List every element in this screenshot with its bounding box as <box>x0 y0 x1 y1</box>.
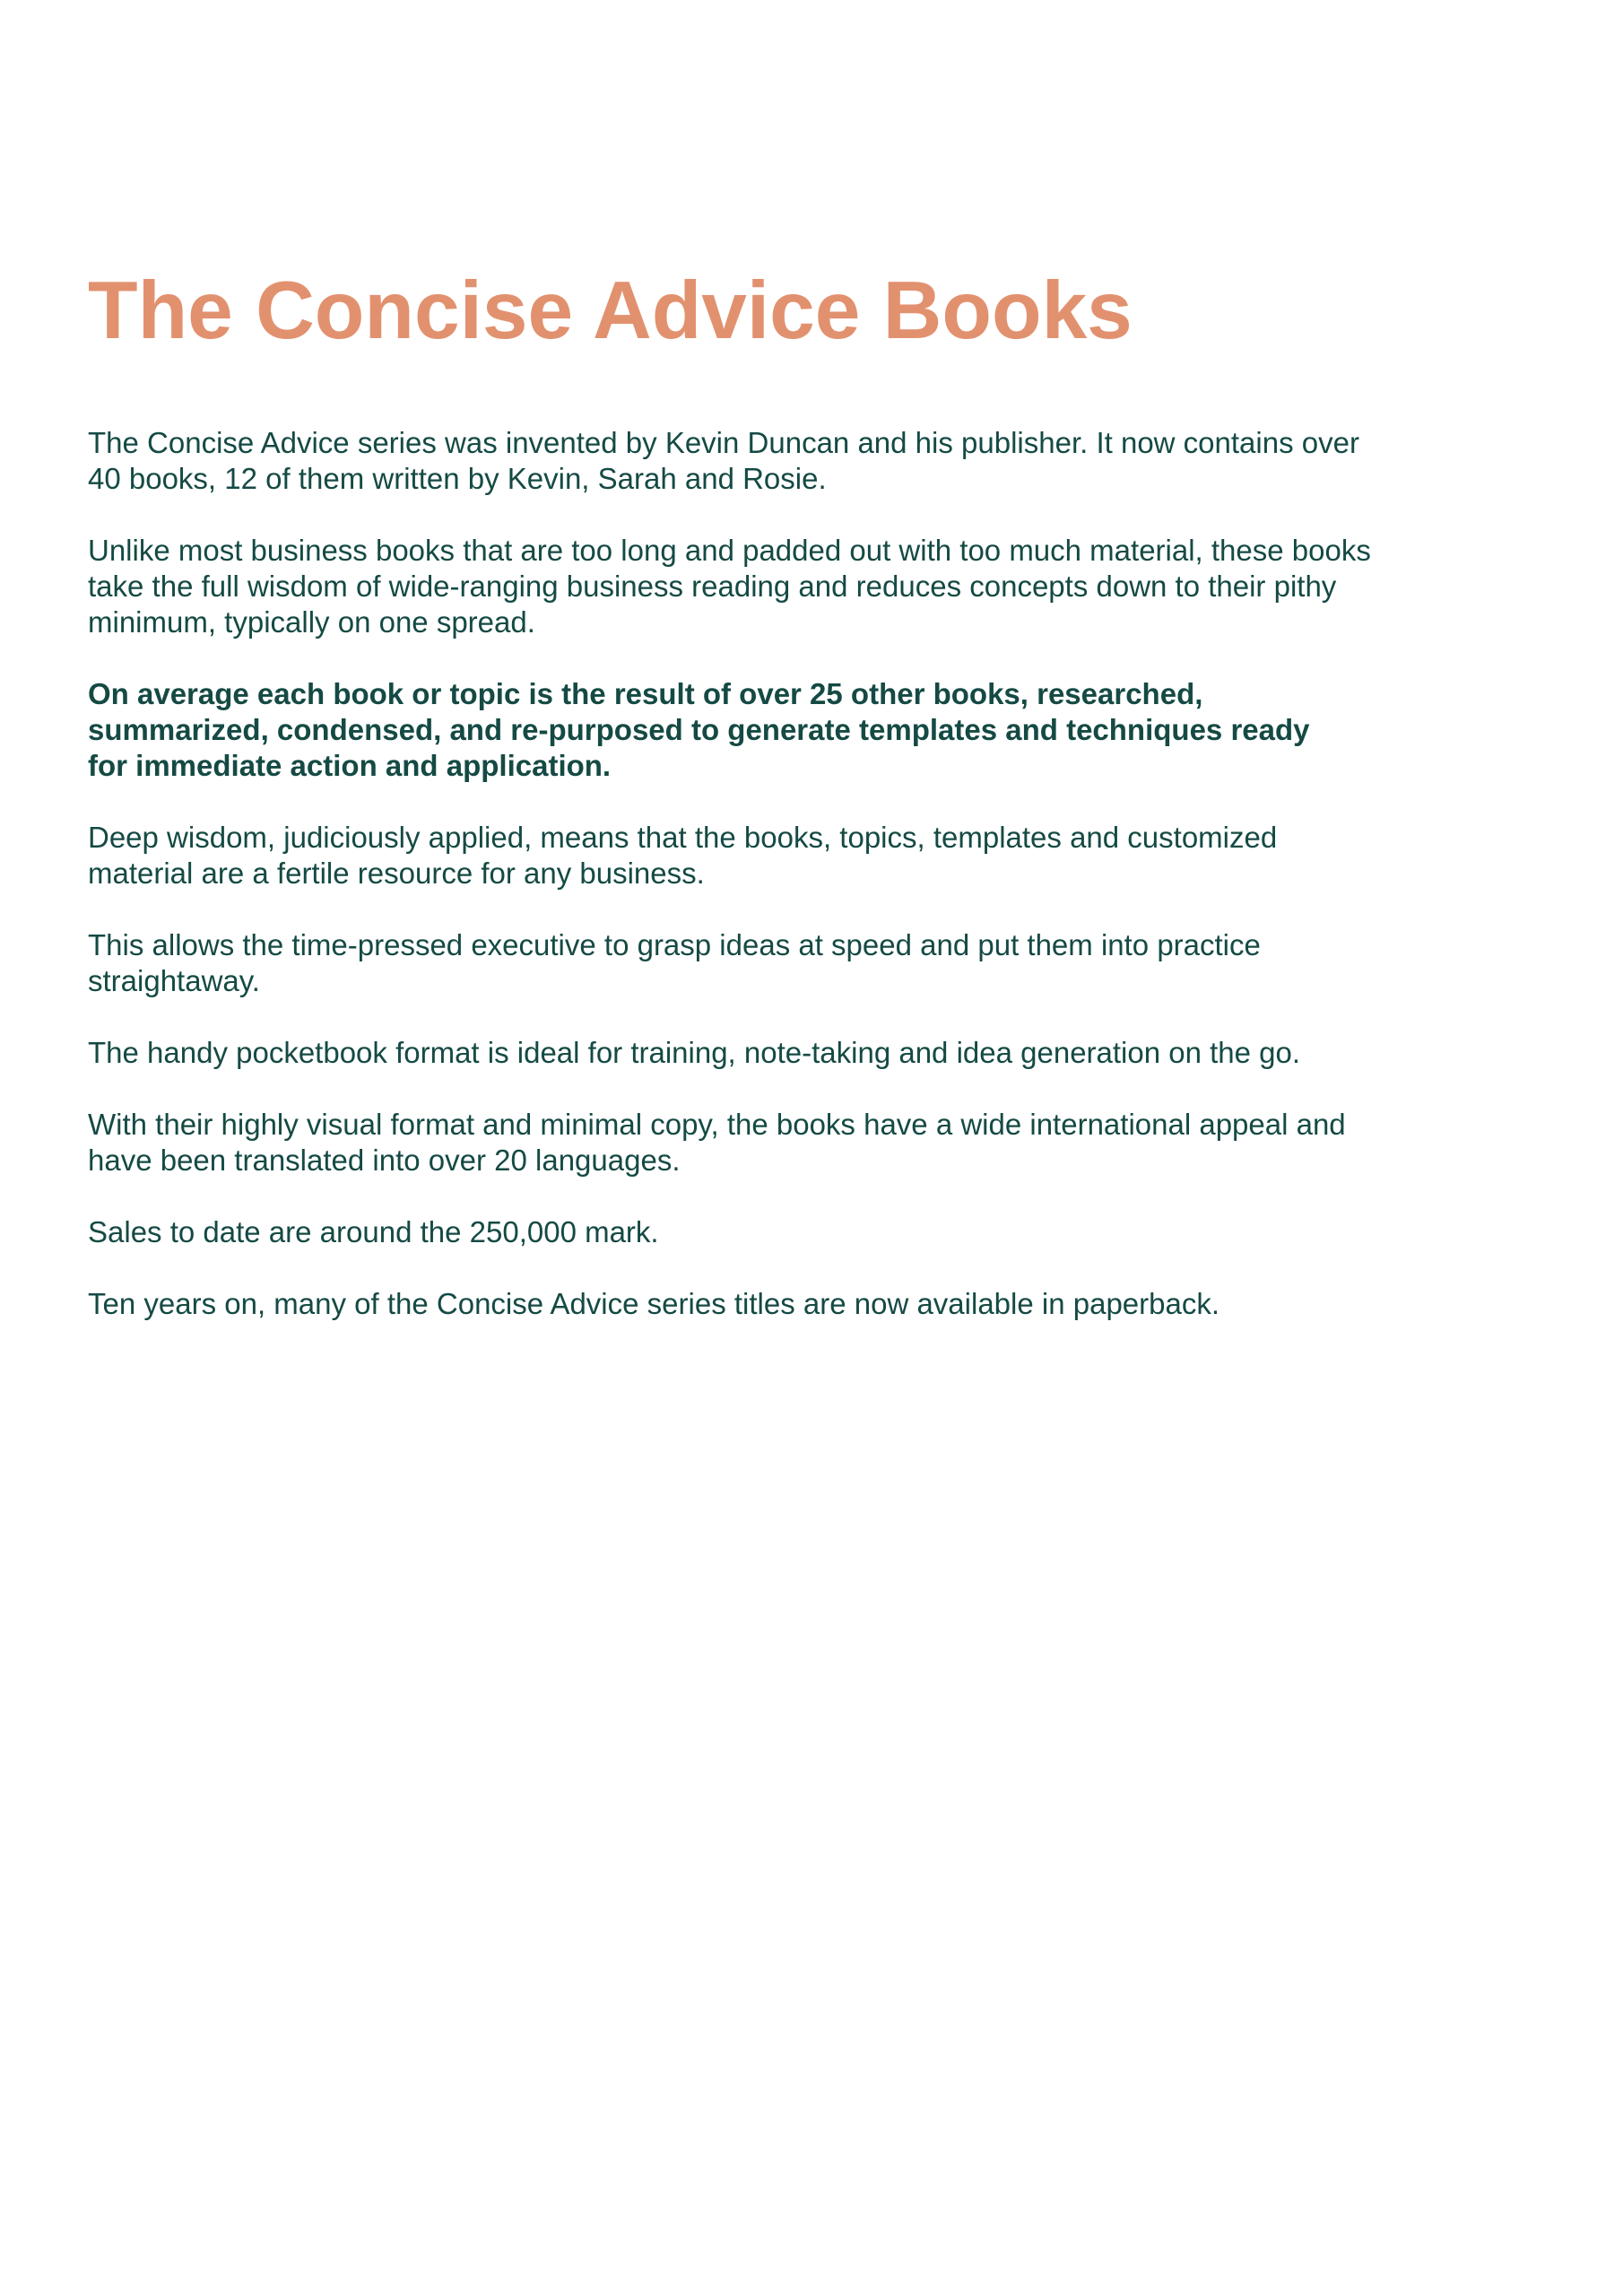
paragraph-line: The handy pocketbook format is ideal for training, note-taking and idea generation on the go. <box>88 1036 1301 1069</box>
paragraph-line: The Concise Advice series was invented by Kevin Duncan and his publisher. It now contains over <box>88 426 1359 459</box>
paragraph-time-pressed <box>88 927 1433 999</box>
page-title: The Concise Advice Books <box>88 265 1133 356</box>
paragraph-paperback <box>88 1286 1433 1322</box>
paragraph-line: On average each book or topic is the result of over 25 other books, researched, <box>88 677 1203 710</box>
paragraph-line: Sales to date are around the 250,000 mark. <box>88 1215 659 1248</box>
paragraph-business-books <box>88 533 1433 640</box>
paragraph-line: 40 books, 12 of them written by Kevin, Sarah and Rosie. <box>88 462 827 495</box>
paragraph-highlight <box>88 676 1433 784</box>
paragraph-line: Unlike most business books that are too long and padded out with too much material, these books <box>88 534 1371 567</box>
paragraph-line: Deep wisdom, judiciously applied, means that the books, topics, templates and customized <box>88 821 1278 854</box>
paragraph-deep-wisdom <box>88 820 1433 891</box>
body-copy <box>88 425 1433 1358</box>
paragraph-pocketbook <box>88 1035 1433 1071</box>
paragraph-line: This allows the time-pressed executive to grasp ideas at speed and put them into practice <box>88 928 1261 961</box>
paragraph-line: Ten years on, many of the Concise Advice series titles are now available in paperback. <box>88 1287 1220 1320</box>
paragraph-international <box>88 1107 1433 1178</box>
paragraph-line: have been translated into over 20 languages. <box>88 1144 681 1177</box>
paragraph-line: With their highly visual format and minimal copy, the books have a wide international appeal and <box>88 1108 1346 1141</box>
paragraph-intro <box>88 425 1433 497</box>
paragraph-line: take the full wisdom of wide-ranging business reading and reduces concepts down to their pithy <box>88 570 1337 603</box>
paragraph-line: material are a fertile resource for any business. <box>88 857 705 890</box>
paragraph-line: minimum, typically on one spread. <box>88 605 535 639</box>
paragraph-line: for immediate action and application. <box>88 749 612 782</box>
paragraph-line: straightaway. <box>88 964 260 997</box>
paragraph-sales <box>88 1214 1433 1250</box>
paragraph-line: summarized, condensed, and re-purposed to generate templates and techniques ready <box>88 713 1310 746</box>
